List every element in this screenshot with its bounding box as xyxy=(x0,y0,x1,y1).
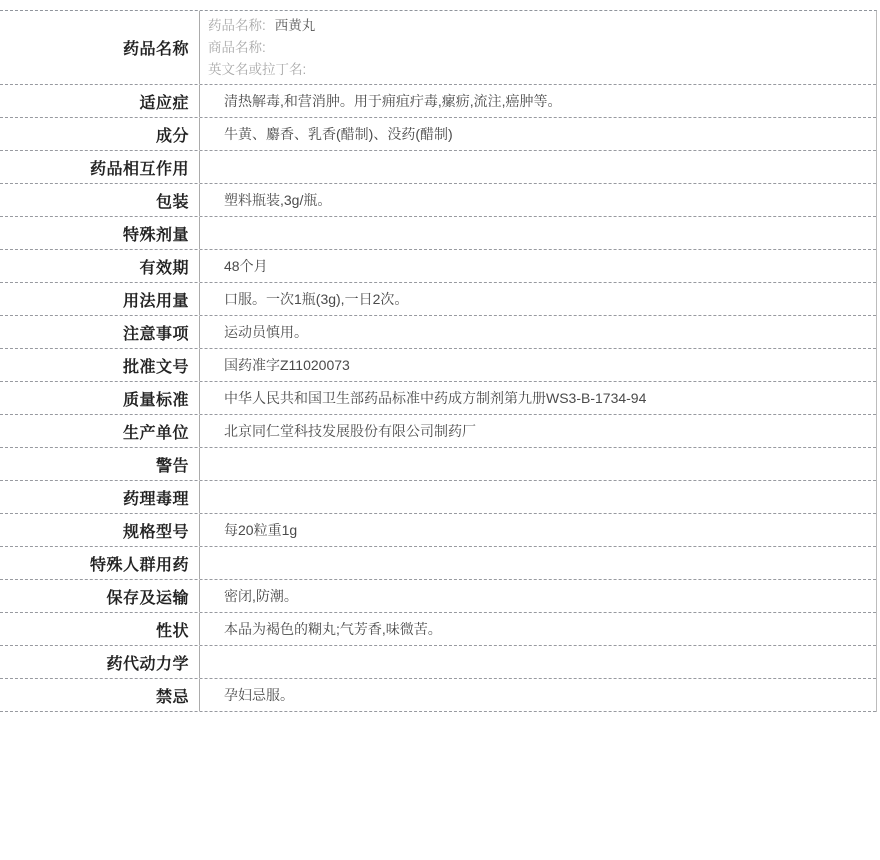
table-row-quality-standard xyxy=(0,382,876,415)
trade-name-field xyxy=(208,37,275,59)
table-row-manufacturer xyxy=(0,415,876,448)
row-value: 口服。一次1瓶(3g),一日2次。 xyxy=(224,291,409,307)
row-label: 禁忌 xyxy=(0,679,200,711)
trade-name-field-label: 商品名称: xyxy=(208,39,266,55)
table-row-special-populations xyxy=(0,547,876,580)
table-row-contraindications xyxy=(0,679,876,712)
table-row-description xyxy=(0,613,876,646)
row-label: 用法用量 xyxy=(0,283,200,315)
table-row-warning xyxy=(0,448,876,481)
table-row-storage-transport xyxy=(0,580,876,613)
table-row-pharmacokinetics xyxy=(0,646,876,679)
table-row-approval-number xyxy=(0,349,876,382)
row-value-drug-name-block xyxy=(200,11,876,84)
table-row-specification xyxy=(0,514,876,547)
row-label: 有效期 xyxy=(0,250,200,282)
table-row-indications xyxy=(0,85,876,118)
row-label: 规格型号 xyxy=(0,514,200,546)
table-row-shelf-life xyxy=(0,250,876,283)
row-value: 本品为褐色的糊丸;气芳香,味微苦。 xyxy=(224,621,442,637)
row-label: 特殊人群用药 xyxy=(0,547,200,579)
row-label: 质量标准 xyxy=(0,382,200,414)
row-label: 包装 xyxy=(0,184,200,216)
row-value: 塑料瓶装,3g/瓶。 xyxy=(224,192,332,208)
row-label: 药代动力学 xyxy=(0,646,200,678)
row-label: 生产单位 xyxy=(0,415,200,447)
row-label: 批准文号 xyxy=(0,349,200,381)
drug-name-field xyxy=(208,15,315,37)
row-label: 药品名称 xyxy=(0,11,200,84)
drug-name-field-value: 西黄丸 xyxy=(274,17,316,33)
table-row-drug-interactions xyxy=(0,151,876,184)
row-value: 每20粒重1g xyxy=(224,522,298,538)
row-value: 国药准字Z11020073 xyxy=(224,357,350,373)
row-value: 48个月 xyxy=(224,258,268,274)
row-value xyxy=(200,217,876,249)
row-label: 注意事项 xyxy=(0,316,200,348)
row-value xyxy=(200,481,876,513)
row-value xyxy=(200,448,876,480)
row-value: 运动员慎用。 xyxy=(224,324,308,340)
latin-name-field xyxy=(208,59,315,81)
table-row-ingredients xyxy=(0,118,876,151)
latin-name-field-label: 英文名或拉丁名: xyxy=(208,61,307,77)
table-row-pharmacology-toxicology xyxy=(0,481,876,514)
row-label: 成分 xyxy=(0,118,200,150)
row-value xyxy=(200,547,876,579)
row-label: 药理毒理 xyxy=(0,481,200,513)
row-label: 性状 xyxy=(0,613,200,645)
drug-name-field-label: 药品名称: xyxy=(208,17,266,33)
drug-info-table xyxy=(0,10,877,712)
row-value xyxy=(200,151,876,183)
row-value: 北京同仁堂科技发展股份有限公司制药厂 xyxy=(224,423,476,439)
row-value: 孕妇忌服。 xyxy=(224,687,294,703)
row-value: 中华人民共和国卫生部药品标准中药成方制剂第九册WS3-B-1734-94 xyxy=(224,390,647,406)
row-value: 牛黄、麝香、乳香(醋制)、没药(醋制) xyxy=(224,126,453,142)
row-label: 特殊剂量 xyxy=(0,217,200,249)
table-row-dosage-usage xyxy=(0,283,876,316)
table-row-drug-name xyxy=(0,11,876,85)
row-value xyxy=(200,646,876,678)
table-row-precautions xyxy=(0,316,876,349)
row-value: 清热解毒,和营消肿。用于痈疽疔毒,瘰疬,流注,癌肿等。 xyxy=(224,93,562,109)
table-row-special-dosage xyxy=(0,217,876,250)
row-label: 药品相互作用 xyxy=(0,151,200,183)
table-row-packaging xyxy=(0,184,876,217)
row-label: 保存及运输 xyxy=(0,580,200,612)
row-value: 密闭,防潮。 xyxy=(224,588,298,604)
row-label: 适应症 xyxy=(0,85,200,117)
row-label: 警告 xyxy=(0,448,200,480)
